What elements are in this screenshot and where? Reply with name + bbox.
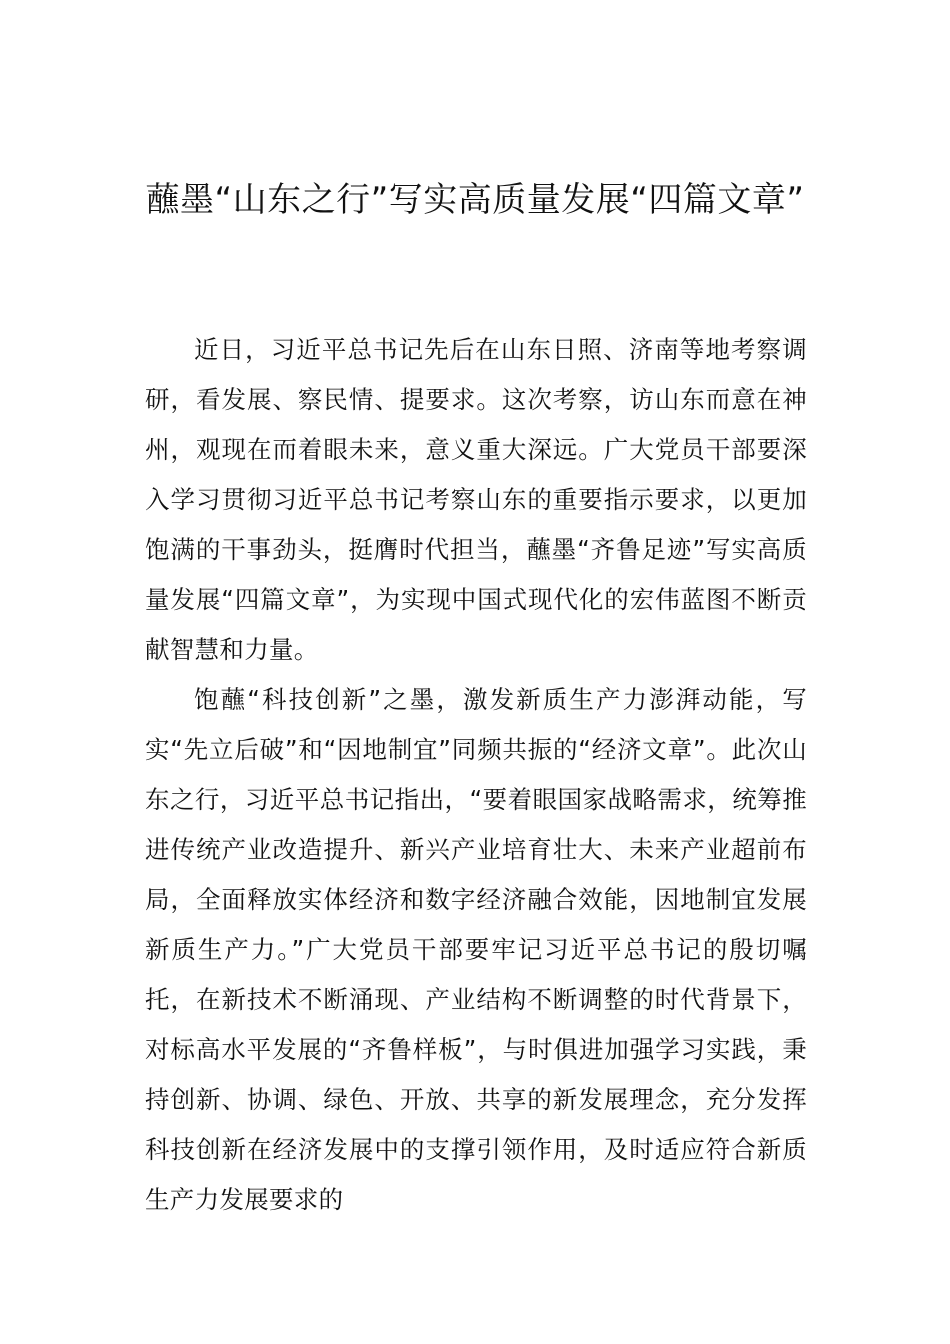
paragraph-2: 饱蘸“科技创新”之墨，激发新质生产力澎湃动能，写实“先立后破”和“因地制宜”同频共振的“经济文章”。此次山东之行，习近平总书记指出，“要着眼国家战略需求，统筹推进传统产业改造提升、新兴产业培育壮大、未来产业超前布局，全面释放实体经济和数字经济融合效能，因地制宜发展新质生产力。”广大党员干部要牢记习近平总书记的殷切嘱托，在新技术不断涌现、产业结构不断调整的时代背景下，对标高水平发展的“齐鲁样板”，与时俱进加强学习实践，秉持创新、协调、绿色、开放、共享的新发展理念，充分发挥科技创新在经济发展中的支撑引领作用，及时适应符合新质生产力发展要求的 — [145, 685, 807, 1214]
document-body — [145, 325, 807, 1225]
document-title: 蘸墨“山东之行”写实高质量发展“四篇文章” — [145, 180, 805, 220]
paragraph-1: 近日，习近平总书记先后在山东日照、济南等地考察调研，看发展、察民情、提要求。这次考察，访山东而意在神州，观现在而着眼未来，意义重大深远。广大党员干部要深入学习贯彻习近平总书记考察山东的重要指示要求，以更加饱满的干事劲头，挺膺时代担当，蘸墨“齐鲁足迹”写实高质量发展“四篇文章”，为实现中国式现代化的宏伟蓝图不断贡献智慧和力量。 — [145, 335, 807, 664]
